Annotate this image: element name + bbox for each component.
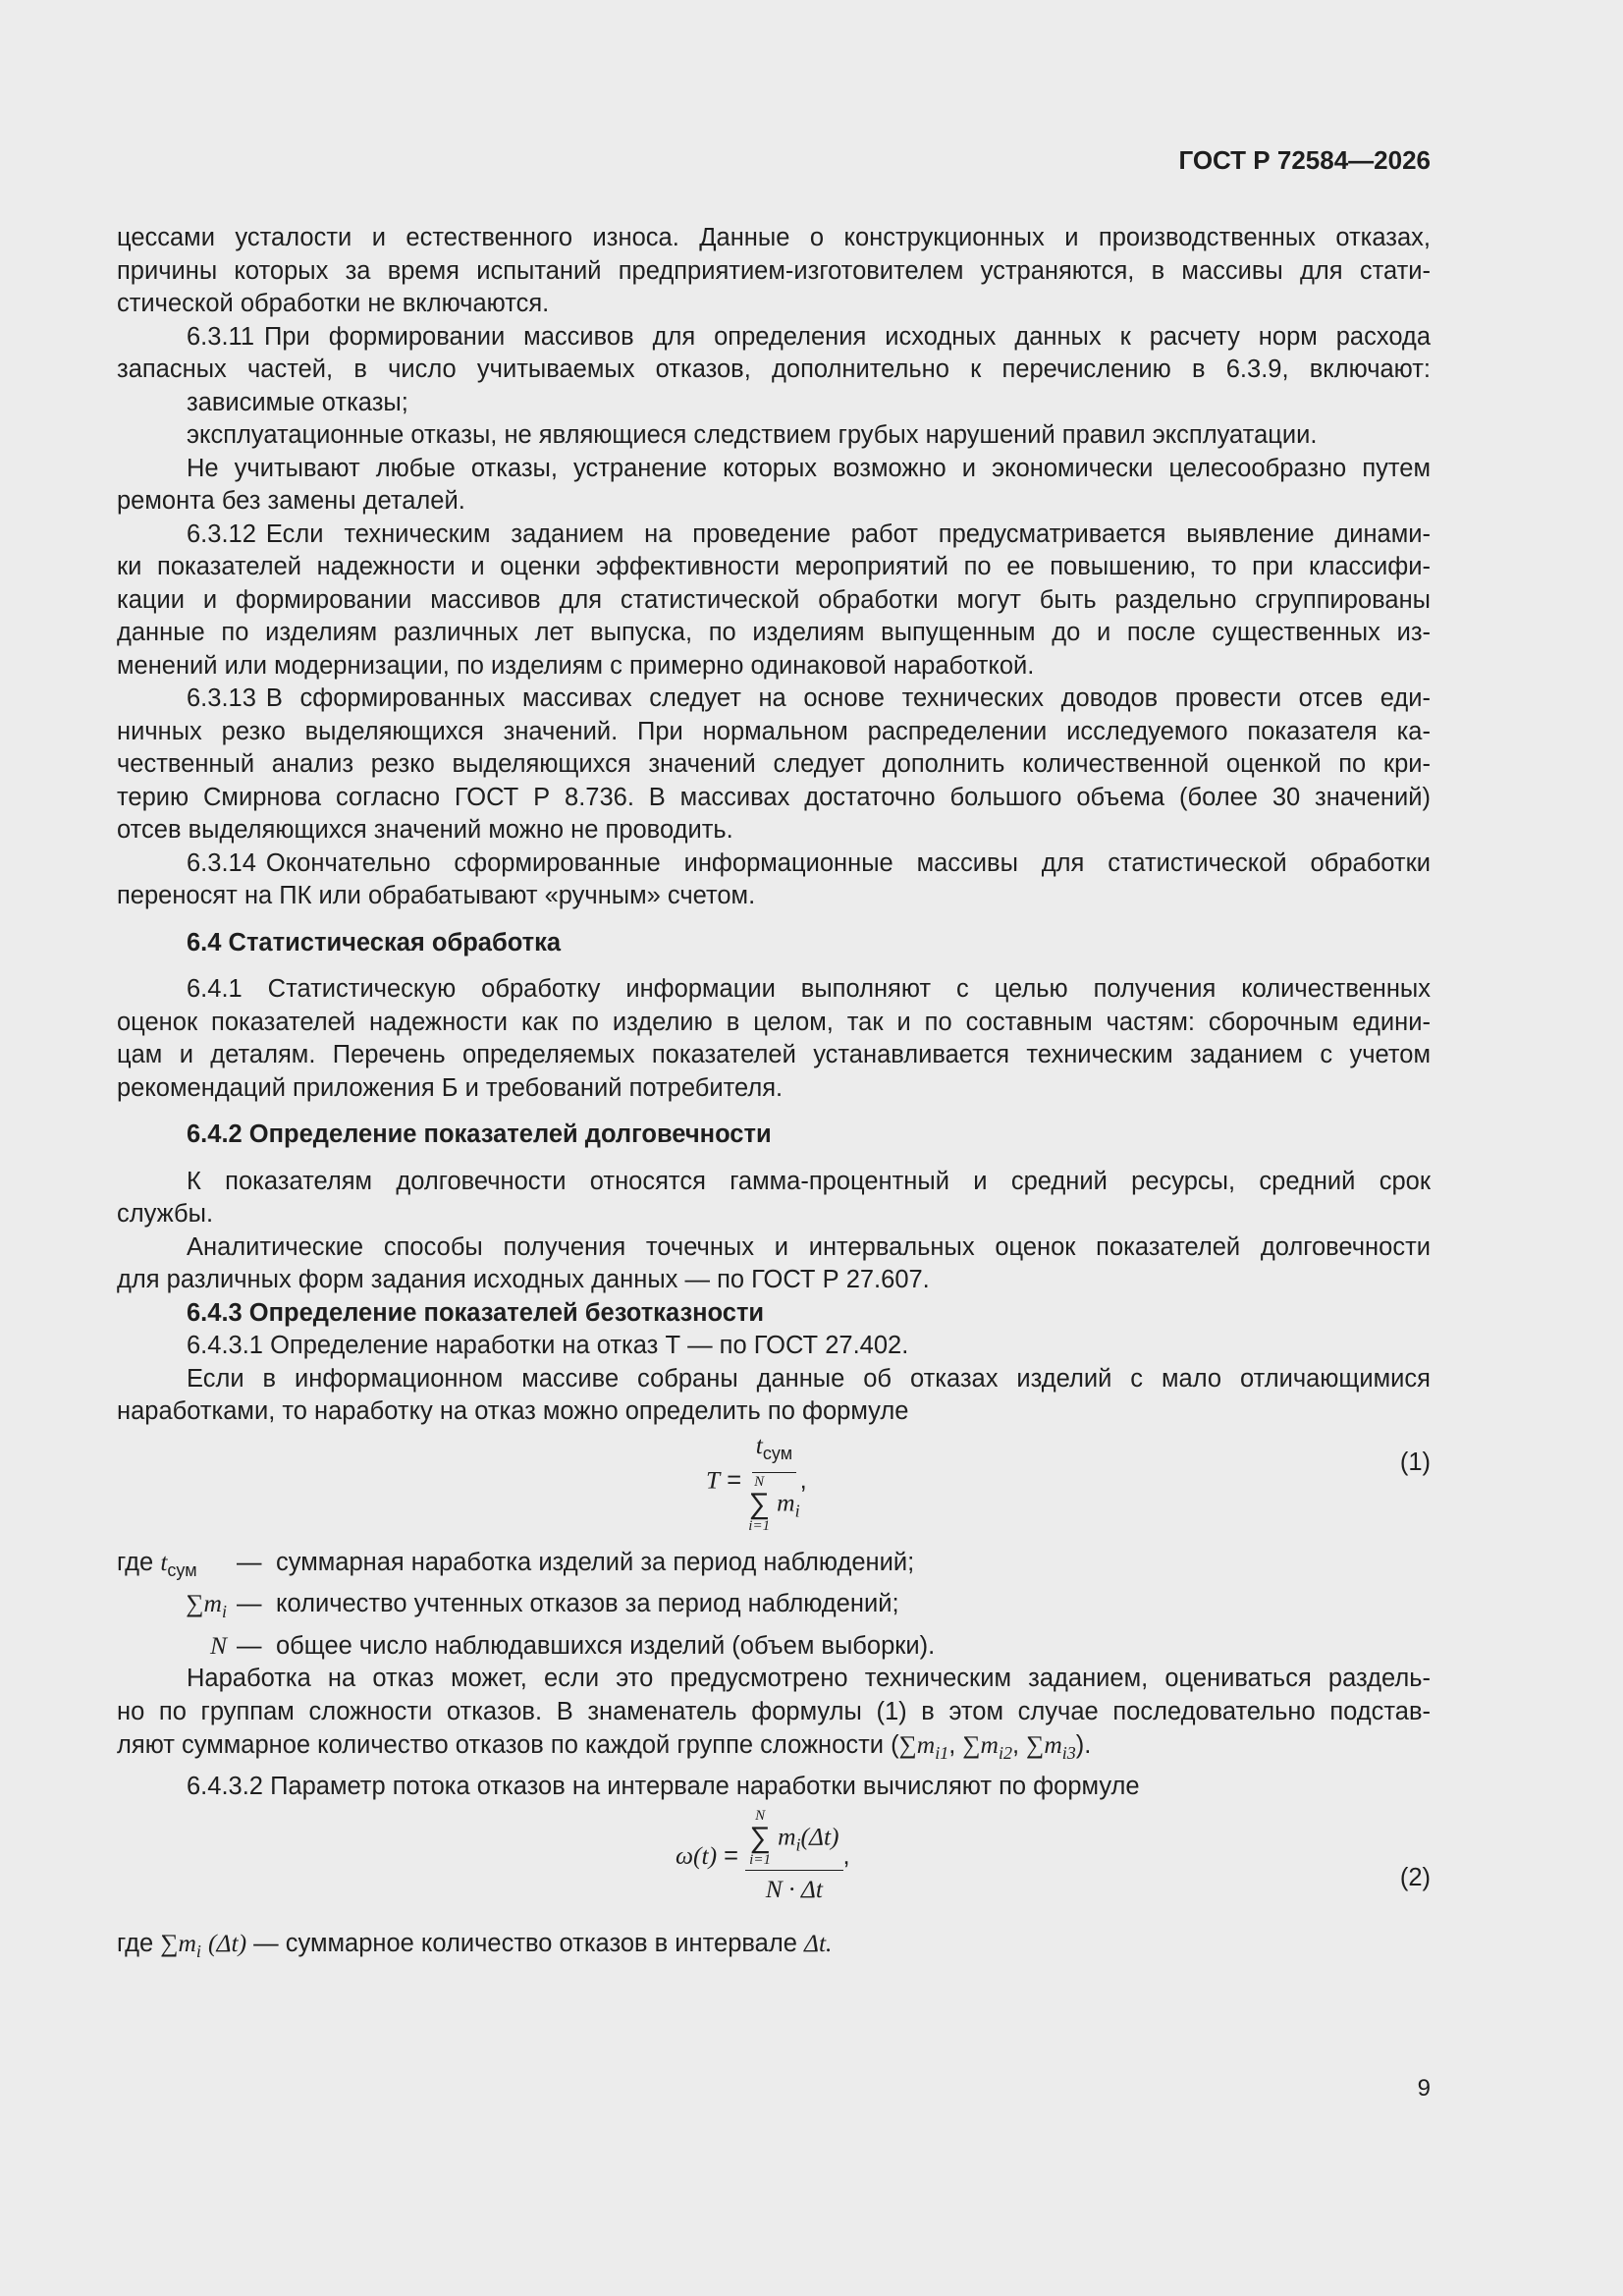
clause-number: 6.3.13 bbox=[187, 684, 256, 712]
text-line: Если в информационном массиве собраны данные об отказах изделий с мало отличающимися bbox=[187, 1364, 1431, 1393]
text-line: кации и формировании массивов для статистической обработки могут быть раздельно сгруппированы bbox=[117, 585, 1431, 614]
text-line: ремонта без замены деталей. bbox=[117, 487, 465, 515]
text-line: чественный анализ резко выделяющихся значений следует дополнить количественной оценкой по кри- bbox=[117, 750, 1431, 778]
text-line: К показателям долговечности относятся гамма-процентный и средний ресурсы, средний срок bbox=[187, 1167, 1431, 1195]
text-line: цам и деталям. Перечень определяемых показателей устанавливается техническим заданием с учетом bbox=[117, 1041, 1431, 1068]
formula-2-expression: ω(t) = N ∑ i=1 $m_i(\Delta t)$ N · Δt , bbox=[676, 1809, 850, 1906]
formula-number: (1) bbox=[1399, 1448, 1431, 1476]
text-line: данные по изделиям различных лет выпуска, по изделиям выпущенным до и после существенных из- bbox=[117, 619, 1431, 646]
document-header: ГОСТ Р 72584—2026 bbox=[1178, 145, 1431, 175]
text-line: запасных частей, в число учитываемых отказов, дополнительно к перечислению в 6.3.9, включают: bbox=[117, 355, 1431, 383]
text-line: службы. bbox=[117, 1200, 214, 1228]
text-line: цессами усталости и естественного износа. Данные о конструкционных и производственных отказах, bbox=[117, 224, 1431, 251]
definition-row: $\sum m_i$ — количество учтенных отказов за период наблюдений; bbox=[186, 1589, 899, 1621]
equals-sign: = bbox=[727, 1465, 742, 1494]
sum-operator: N ∑ i=1 bbox=[748, 1474, 771, 1534]
clause-number: 6.3.12 bbox=[187, 519, 256, 548]
formula-1 bbox=[117, 1429, 1431, 1532]
fraction bbox=[748, 1429, 799, 1535]
text-line: терию Смирнова согласно ГОСТ Р 8.736. В массивах достаточно большого объема (более 30 значений) bbox=[117, 783, 1431, 811]
text-line: 6.4.3.1 Определение наработки на отказ Т — по ГОСТ 27.402. bbox=[187, 1332, 909, 1359]
text-line: причины которых за время испытаний предприятием-изготовителем устраняются, в массивы для стати- bbox=[117, 256, 1431, 285]
formula-1-expression: T = $t_{сум}$ N ∑ i=1 $m_i$ , bbox=[706, 1430, 807, 1534]
list-item: эксплуатационные отказы, не являющиеся следствием грубых нарушений правил эксплуатации. bbox=[187, 421, 1318, 449]
text-line: переносят на ПК или обрабатывают «ручным» счетом. bbox=[117, 882, 756, 909]
text-line: ляют суммарное количество отказов по каждой группе сложности ($\sum m_{i1}$, $\sum m_{i2}$, $\sum m_{i3}$). bbox=[117, 1730, 1092, 1763]
formula-2 bbox=[117, 1803, 1431, 1927]
text-line: но по группам сложности отказов. В знаменатель формулы (1) в этом случае последовательно подстав- bbox=[117, 1697, 1431, 1725]
numerator: $t_{сум}$ bbox=[752, 1429, 796, 1474]
equals-sign: = bbox=[724, 1841, 739, 1870]
denominator: N · Δt bbox=[765, 1875, 823, 1903]
definitions-list bbox=[117, 1546, 1431, 1664]
text-line: При формировании массивов для определения исходных данных к расчету норм расхода bbox=[264, 322, 1431, 351]
text-line: Окончательно сформированные информационные массивы для статистической обработки bbox=[265, 848, 1431, 877]
sum-upper-limit: N bbox=[755, 1808, 766, 1824]
section-heading: 6.4.2 Определение показателей долговечности bbox=[187, 1121, 772, 1148]
text-line: ничных резко выделяющихся значений. При нормальном распределении исследуемого показателя ка- bbox=[117, 717, 1431, 745]
clause-6-3-12 bbox=[117, 519, 1431, 552]
section-heading: 6.4.3 Определение показателей безотказности bbox=[187, 1298, 765, 1327]
text-line: наработками, то наработку на отказ можно определить по формуле bbox=[117, 1397, 909, 1425]
clause-number: 6.3.14 bbox=[187, 848, 256, 877]
clause-6-3-11 bbox=[117, 321, 1431, 355]
sum-lower-limit: i=1 bbox=[748, 1518, 771, 1534]
document-body bbox=[117, 222, 1431, 1969]
text-line: Если техническим заданием на проведение работ предусматривается выявление динами- bbox=[265, 519, 1431, 548]
denominator: N ∑ i=1 $m_i$ bbox=[748, 1474, 800, 1534]
text-line: В сформированных массивах следует на основе технических доводов провести отсев еди- bbox=[265, 684, 1431, 712]
sum-upper-limit: N bbox=[754, 1474, 765, 1490]
formula-lhs: T bbox=[706, 1464, 721, 1494]
text-line: менений или модернизации, по изделиям с примерно одинаковой наработкой. bbox=[117, 651, 1035, 680]
numerator: N ∑ i=1 $m_i(\Delta t)$ bbox=[745, 1809, 842, 1871]
text-line: рекомендаций приложения Б и требований потребителя. bbox=[117, 1073, 784, 1102]
text-line: 6.4.1 Статистическую обработку информации выполняют с целью получения количественных bbox=[187, 975, 1431, 1003]
text-line: Аналитические способы получения точечных и интервальных оценок показателей долговечности bbox=[187, 1232, 1431, 1261]
sum-lower-limit: i=1 bbox=[749, 1852, 771, 1868]
definition-row: N — общее число наблюдавшихся изделий (объем выборки). bbox=[209, 1630, 936, 1660]
formula-lhs: ω(t) bbox=[676, 1840, 718, 1870]
clause-6-3-14 bbox=[117, 847, 1431, 881]
text-line: где $\sum m_i$ (Δt) — суммарное количество отказов в интервале Δt. bbox=[117, 1929, 833, 1961]
text-line: ки показателей надежности и оценки эффективности мероприятий по ее повышению, то при классифи- bbox=[117, 553, 1431, 580]
text-line: 6.4.3.2 Параметр потока отказов на интервале наработки вычисляют по формуле bbox=[187, 1772, 1140, 1800]
fraction bbox=[745, 1809, 842, 1906]
sum-operator: N ∑ i=1 bbox=[749, 1808, 771, 1868]
section-heading: 6.4 Статистическая обработка bbox=[187, 928, 562, 957]
text-line: стической обработки не включаются. bbox=[117, 290, 550, 317]
formula-number: (2) bbox=[1399, 1864, 1431, 1891]
text-line: для различных форм задания исходных данных — по ГОСТ Р 27.607. bbox=[117, 1266, 930, 1293]
text-line: Не учитывают любые отказы, устранение которых возможно и экономически целесообразно путем bbox=[187, 454, 1431, 482]
text-line: оценок показателей надежности как по изделию в целом, так и по составным частям: сборочным едини- bbox=[117, 1008, 1431, 1036]
page-number: 9 bbox=[1417, 2075, 1431, 2102]
clause-6-3-13 bbox=[117, 683, 1431, 716]
text-line: Наработка на отказ может, если это предусмотрено техническим заданием, оцениваться раздель- bbox=[187, 1665, 1431, 1692]
list-item: зависимые отказы; bbox=[187, 388, 408, 416]
clause-number: 6.3.11 bbox=[187, 322, 255, 351]
definition-row: где $t_{сум}$ — суммарная наработка изделий за период наблюдений; bbox=[117, 1547, 915, 1580]
text-line: отсев выделяющихся значений можно не проводить. bbox=[117, 816, 733, 844]
